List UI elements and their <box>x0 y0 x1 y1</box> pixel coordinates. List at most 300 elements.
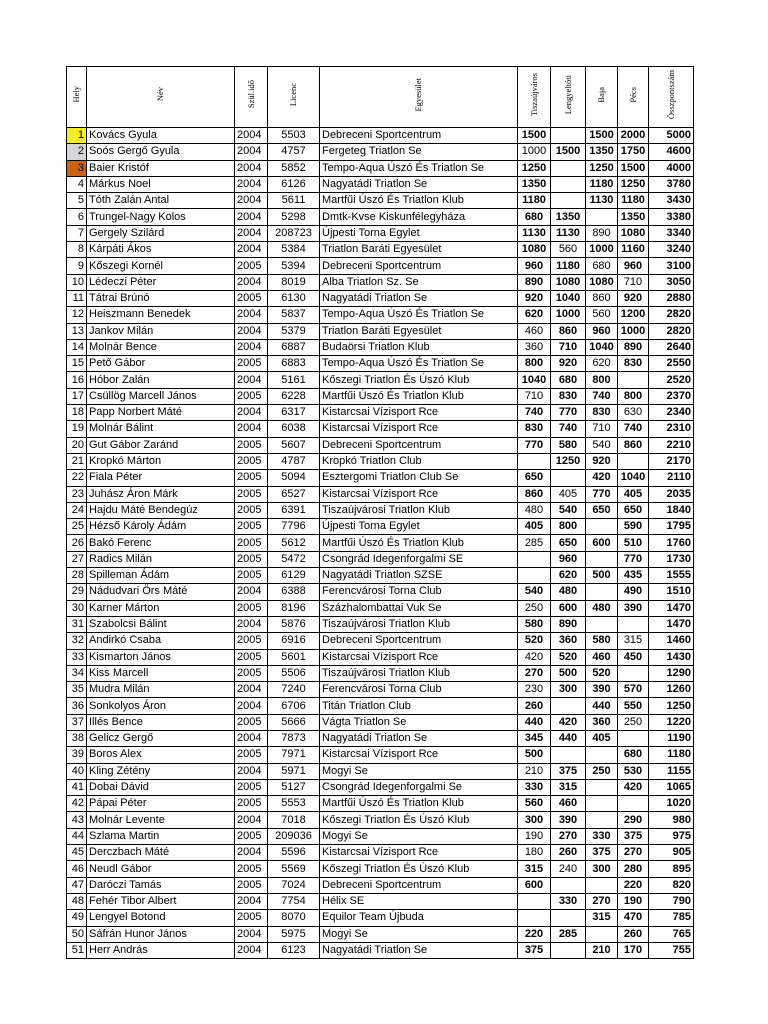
name-cell: Molnár Bálint <box>87 421 235 437</box>
birth-year-cell: 2005 <box>235 796 268 812</box>
race4-points-cell: 270 <box>618 845 649 861</box>
total-points-cell: 3380 <box>649 209 694 225</box>
club-cell: Tiszaújvárosi Triatlon Klub <box>320 616 518 632</box>
race1-points-cell: 405 <box>518 519 551 535</box>
name-cell: Kling Zétény <box>87 763 235 779</box>
name-cell: Daróczi Tamás <box>87 877 235 893</box>
rank-cell: 25 <box>67 519 87 535</box>
license-cell: 209036 <box>268 828 320 844</box>
race2-points-cell: 890 <box>551 616 586 632</box>
header-name-label: Név <box>155 87 166 102</box>
license-cell: 6916 <box>268 633 320 649</box>
race2-points-cell <box>551 160 586 176</box>
results-table <box>66 66 694 959</box>
table-row <box>67 812 694 828</box>
birth-year-cell: 2004 <box>235 242 268 258</box>
license-cell: 5596 <box>268 845 320 861</box>
race3-points-cell <box>586 551 618 567</box>
birth-year-cell: 2004 <box>235 339 268 355</box>
club-cell: Fergeteg Triatlon Se <box>320 144 518 160</box>
race1-points-cell: 190 <box>518 828 551 844</box>
race3-points-cell: 420 <box>586 470 618 486</box>
race4-points-cell: 220 <box>618 877 649 893</box>
birth-year-cell: 2005 <box>235 910 268 926</box>
birth-year-cell: 2004 <box>235 942 268 958</box>
club-cell: Kőszegi Triatlon És Úszó Klub <box>320 812 518 828</box>
race2-points-cell: 710 <box>551 339 586 355</box>
total-points-cell: 1155 <box>649 763 694 779</box>
rank-cell: 43 <box>67 812 87 828</box>
race1-points-cell: 1040 <box>518 372 551 388</box>
race2-points-cell: 1000 <box>551 307 586 323</box>
race3-points-cell: 1180 <box>586 176 618 192</box>
club-cell: Debreceni Sportcentrum <box>320 128 518 144</box>
race3-points-cell <box>586 812 618 828</box>
race4-points-cell: 260 <box>618 926 649 942</box>
race2-points-cell: 440 <box>551 730 586 746</box>
club-cell: Kistarcsai Vízisport Rce <box>320 747 518 763</box>
race2-points-cell <box>551 877 586 893</box>
table-row <box>67 698 694 714</box>
birth-year-cell: 2005 <box>235 470 268 486</box>
race2-points-cell: 270 <box>551 828 586 844</box>
birth-year-cell: 2004 <box>235 893 268 909</box>
birth-year-cell: 2004 <box>235 405 268 421</box>
license-cell: 7024 <box>268 877 320 893</box>
total-points-cell: 3050 <box>649 274 694 290</box>
race1-points-cell: 1350 <box>518 176 551 192</box>
birth-year-cell: 2004 <box>235 682 268 698</box>
race3-points-cell: 540 <box>586 437 618 453</box>
header-name <box>87 67 235 128</box>
race3-points-cell: 1000 <box>586 242 618 258</box>
total-points-cell: 790 <box>649 893 694 909</box>
table-row <box>67 421 694 437</box>
race2-points-cell <box>551 910 586 926</box>
race4-points-cell: 1080 <box>618 225 649 241</box>
license-cell: 8019 <box>268 274 320 290</box>
race2-points-cell <box>551 176 586 192</box>
table-row <box>67 258 694 274</box>
club-cell: Tempo-Aqua Úszó És Triatlon Se <box>320 160 518 176</box>
birth-year-cell: 2004 <box>235 193 268 209</box>
rank-cell: 7 <box>67 225 87 241</box>
total-points-cell: 1290 <box>649 665 694 681</box>
race2-points-cell: 260 <box>551 845 586 861</box>
race4-points-cell: 490 <box>618 584 649 600</box>
table-row <box>67 437 694 453</box>
club-cell: Kistarcsai Vízisport Rce <box>320 649 518 665</box>
race2-points-cell: 1130 <box>551 225 586 241</box>
license-cell: 7240 <box>268 682 320 698</box>
race4-points-cell: 550 <box>618 698 649 714</box>
table-row <box>67 730 694 746</box>
race4-points-cell: 280 <box>618 861 649 877</box>
total-points-cell: 2170 <box>649 453 694 469</box>
header-license-label: Licenc <box>288 82 299 107</box>
race4-points-cell: 530 <box>618 763 649 779</box>
birth-year-cell: 2005 <box>235 356 268 372</box>
table-row <box>67 160 694 176</box>
rank-cell: 26 <box>67 535 87 551</box>
rank-cell: 13 <box>67 323 87 339</box>
race3-points-cell: 620 <box>586 356 618 372</box>
table-row <box>67 600 694 616</box>
name-cell: Pápai Péter <box>87 796 235 812</box>
club-cell: Tiszaújvárosi Triatlon Klub <box>320 665 518 681</box>
race2-points-cell: 600 <box>551 600 586 616</box>
race2-points-cell: 390 <box>551 812 586 828</box>
race4-points-cell: 435 <box>618 568 649 584</box>
name-cell: Gelicz Gergő <box>87 730 235 746</box>
table-row <box>67 225 694 241</box>
birth-year-cell: 2005 <box>235 600 268 616</box>
total-points-cell: 2310 <box>649 421 694 437</box>
birth-year-cell: 2005 <box>235 649 268 665</box>
license-cell: 5127 <box>268 779 320 795</box>
table-row <box>67 714 694 730</box>
table-row <box>67 861 694 877</box>
birth-year-cell: 2004 <box>235 845 268 861</box>
license-cell: 6887 <box>268 339 320 355</box>
license-cell: 6126 <box>268 176 320 192</box>
rank-cell: 18 <box>67 405 87 421</box>
total-points-cell: 755 <box>649 942 694 958</box>
race3-points-cell: 405 <box>586 730 618 746</box>
license-cell: 5298 <box>268 209 320 225</box>
name-cell: Szlama Martin <box>87 828 235 844</box>
birth-year-cell: 2004 <box>235 274 268 290</box>
rank-cell: 41 <box>67 779 87 795</box>
name-cell: Dobai Dávid <box>87 779 235 795</box>
race2-points-cell: 285 <box>551 926 586 942</box>
header-race3-label: Baja <box>596 86 607 103</box>
club-cell: Hélix SE <box>320 893 518 909</box>
race1-points-cell: 520 <box>518 633 551 649</box>
birth-year-cell: 2005 <box>235 437 268 453</box>
club-cell: Mogyi Se <box>320 828 518 844</box>
total-points-cell: 2820 <box>649 323 694 339</box>
total-points-cell: 3430 <box>649 193 694 209</box>
race1-points-cell: 285 <box>518 535 551 551</box>
table-row <box>67 910 694 926</box>
race1-points-cell <box>518 568 551 584</box>
total-points-cell: 2370 <box>649 388 694 404</box>
table-row <box>67 323 694 339</box>
rank-cell: 22 <box>67 470 87 486</box>
race3-points-cell: 440 <box>586 698 618 714</box>
header-year <box>235 67 268 128</box>
rank-cell: 2 <box>67 144 87 160</box>
race2-points-cell: 1040 <box>551 290 586 306</box>
club-cell: Esztergomi Triatlon Club Se <box>320 470 518 486</box>
total-points-cell: 2640 <box>649 339 694 355</box>
race4-points-cell: 1500 <box>618 160 649 176</box>
club-cell: Dmtk-Kvse Kiskunfélegyháza <box>320 209 518 225</box>
race1-points-cell: 740 <box>518 405 551 421</box>
birth-year-cell: 2004 <box>235 160 268 176</box>
club-cell: Tempo-Aqua Úszó És Triatlon Se <box>320 307 518 323</box>
table-row <box>67 877 694 893</box>
table-row <box>67 388 694 404</box>
birth-year-cell: 2005 <box>235 290 268 306</box>
race4-points-cell: 470 <box>618 910 649 926</box>
license-cell: 5666 <box>268 714 320 730</box>
race3-points-cell: 710 <box>586 421 618 437</box>
race2-points-cell: 240 <box>551 861 586 877</box>
table-row <box>67 633 694 649</box>
rank-cell: 15 <box>67 356 87 372</box>
race1-points-cell <box>518 910 551 926</box>
license-cell: 6228 <box>268 388 320 404</box>
total-points-cell: 2520 <box>649 372 694 388</box>
license-cell: 7018 <box>268 812 320 828</box>
race3-points-cell: 300 <box>586 861 618 877</box>
license-cell: 7796 <box>268 519 320 535</box>
race3-points-cell: 210 <box>586 942 618 958</box>
name-cell: Jankov Milán <box>87 323 235 339</box>
race4-points-cell: 590 <box>618 519 649 535</box>
race4-points-cell: 960 <box>618 258 649 274</box>
race3-points-cell: 270 <box>586 893 618 909</box>
race4-points-cell: 920 <box>618 290 649 306</box>
birth-year-cell: 2004 <box>235 421 268 437</box>
header-race2 <box>551 67 586 128</box>
table-row <box>67 128 694 144</box>
license-cell: 5611 <box>268 193 320 209</box>
birth-year-cell: 2004 <box>235 372 268 388</box>
table-row <box>67 193 694 209</box>
birth-year-cell: 2005 <box>235 665 268 681</box>
name-cell: Andirkó Csaba <box>87 633 235 649</box>
total-points-cell: 895 <box>649 861 694 877</box>
table-row <box>67 828 694 844</box>
club-cell: Debreceni Sportcentrum <box>320 258 518 274</box>
birth-year-cell: 2005 <box>235 568 268 584</box>
race4-points-cell: 250 <box>618 714 649 730</box>
club-cell: Újpesti Torna Egylet <box>320 225 518 241</box>
header-race4-label: Pécs <box>627 86 638 103</box>
table-row <box>67 682 694 698</box>
license-cell: 5852 <box>268 160 320 176</box>
total-points-cell: 4000 <box>649 160 694 176</box>
total-points-cell: 1065 <box>649 779 694 795</box>
rank-cell: 44 <box>67 828 87 844</box>
total-points-cell: 1250 <box>649 698 694 714</box>
rank-cell: 28 <box>67 568 87 584</box>
race3-points-cell: 680 <box>586 258 618 274</box>
race3-points-cell: 250 <box>586 763 618 779</box>
race1-points-cell: 710 <box>518 388 551 404</box>
header-row <box>67 67 694 128</box>
license-cell: 8070 <box>268 910 320 926</box>
header-total-label: Összpontszám <box>665 69 676 120</box>
name-cell: Nádudvari Örs Máté <box>87 584 235 600</box>
birth-year-cell: 2004 <box>235 698 268 714</box>
table-row <box>67 242 694 258</box>
license-cell: 4787 <box>268 453 320 469</box>
race2-points-cell: 460 <box>551 796 586 812</box>
license-cell: 5607 <box>268 437 320 453</box>
name-cell: Kropkó Márton <box>87 453 235 469</box>
license-cell: 6038 <box>268 421 320 437</box>
rank-cell: 8 <box>67 242 87 258</box>
birth-year-cell: 2005 <box>235 714 268 730</box>
name-cell: Tóth Zalán Antal <box>87 193 235 209</box>
table-row <box>67 502 694 518</box>
birth-year-cell: 2004 <box>235 225 268 241</box>
club-cell: Debreceni Sportcentrum <box>320 437 518 453</box>
birth-year-cell: 2005 <box>235 486 268 502</box>
name-cell: Neudl Gábor <box>87 861 235 877</box>
race1-points-cell: 1080 <box>518 242 551 258</box>
rank-cell: 23 <box>67 486 87 502</box>
rank-cell: 3 <box>67 160 87 176</box>
race3-points-cell <box>586 926 618 942</box>
birth-year-cell: 2005 <box>235 535 268 551</box>
table-row <box>67 144 694 160</box>
name-cell: Sonkolyos Áron <box>87 698 235 714</box>
race3-points-cell: 390 <box>586 682 618 698</box>
rank-cell: 1 <box>67 128 87 144</box>
race1-points-cell: 360 <box>518 339 551 355</box>
race4-points-cell <box>618 796 649 812</box>
rank-cell: 11 <box>67 290 87 306</box>
race1-points-cell: 1000 <box>518 144 551 160</box>
race1-points-cell: 620 <box>518 307 551 323</box>
name-cell: Bakó Ferenc <box>87 535 235 551</box>
table-row <box>67 779 694 795</box>
birth-year-cell: 2005 <box>235 453 268 469</box>
name-cell: Juhász Áron Márk <box>87 486 235 502</box>
race4-points-cell: 1040 <box>618 470 649 486</box>
race1-points-cell: 260 <box>518 698 551 714</box>
race4-points-cell: 290 <box>618 812 649 828</box>
table-row <box>67 926 694 942</box>
license-cell: 5094 <box>268 470 320 486</box>
race1-points-cell: 650 <box>518 470 551 486</box>
total-points-cell: 1470 <box>649 616 694 632</box>
header-club <box>320 67 518 128</box>
race3-points-cell: 1250 <box>586 160 618 176</box>
total-points-cell: 2820 <box>649 307 694 323</box>
birth-year-cell: 2004 <box>235 616 268 632</box>
race2-points-cell: 580 <box>551 437 586 453</box>
race3-points-cell <box>586 616 618 632</box>
rank-cell: 17 <box>67 388 87 404</box>
race4-points-cell: 650 <box>618 502 649 518</box>
rank-cell: 33 <box>67 649 87 665</box>
club-cell: Triatlon Baráti Egyesület <box>320 323 518 339</box>
table-row <box>67 405 694 421</box>
race4-points-cell: 170 <box>618 942 649 958</box>
race2-points-cell: 960 <box>551 551 586 567</box>
name-cell: Gergely Szilárd <box>87 225 235 241</box>
birth-year-cell: 2005 <box>235 502 268 518</box>
birth-year-cell: 2004 <box>235 730 268 746</box>
rank-cell: 35 <box>67 682 87 698</box>
header-race1-label: Tiszaújváros <box>528 72 539 117</box>
table-row <box>67 584 694 600</box>
results-body <box>67 128 694 959</box>
name-cell: Hajdu Máté Bendegúz <box>87 502 235 518</box>
rank-cell: 34 <box>67 665 87 681</box>
race4-points-cell <box>618 372 649 388</box>
race2-points-cell: 830 <box>551 388 586 404</box>
table-row <box>67 486 694 502</box>
race3-points-cell: 360 <box>586 714 618 730</box>
race3-points-cell: 375 <box>586 845 618 861</box>
race1-points-cell: 540 <box>518 584 551 600</box>
club-cell: Tiszaújvárosi Triatlon Klub <box>320 502 518 518</box>
race3-points-cell: 770 <box>586 486 618 502</box>
rank-cell: 4 <box>67 176 87 192</box>
name-cell: Derczbach Máté <box>87 845 235 861</box>
race2-points-cell: 560 <box>551 242 586 258</box>
name-cell: Baier Kristóf <box>87 160 235 176</box>
club-cell: Titán Triatlon Club <box>320 698 518 714</box>
club-cell: Mogyi Se <box>320 763 518 779</box>
race4-points-cell: 630 <box>618 405 649 421</box>
license-cell: 5161 <box>268 372 320 388</box>
club-cell: Debreceni Sportcentrum <box>320 633 518 649</box>
total-points-cell: 1510 <box>649 584 694 600</box>
race3-points-cell: 920 <box>586 453 618 469</box>
license-cell: 6883 <box>268 356 320 372</box>
race1-points-cell: 345 <box>518 730 551 746</box>
name-cell: Trungel-Nagy Kolos <box>87 209 235 225</box>
name-cell: Csüllög Marcell János <box>87 388 235 404</box>
license-cell: 5503 <box>268 128 320 144</box>
table-row <box>67 551 694 567</box>
club-cell: Vágta Triatlon Se <box>320 714 518 730</box>
birth-year-cell: 2005 <box>235 551 268 567</box>
birth-year-cell: 2004 <box>235 584 268 600</box>
table-row <box>67 176 694 192</box>
race1-points-cell: 830 <box>518 421 551 437</box>
club-cell: Kőszegi Triatlon És Úszó Klub <box>320 372 518 388</box>
header-race1 <box>518 67 551 128</box>
name-cell: Heiszmann Benedek <box>87 307 235 323</box>
race3-points-cell <box>586 584 618 600</box>
rank-cell: 9 <box>67 258 87 274</box>
race4-points-cell <box>618 665 649 681</box>
table-row <box>67 568 694 584</box>
race2-points-cell: 500 <box>551 665 586 681</box>
club-cell: Tempo-Aqua Úszó És Triatlon Se <box>320 356 518 372</box>
race1-points-cell: 210 <box>518 763 551 779</box>
rank-cell: 21 <box>67 453 87 469</box>
name-cell: Hézső Károly Ádám <box>87 519 235 535</box>
race3-points-cell: 860 <box>586 290 618 306</box>
total-points-cell: 2340 <box>649 405 694 421</box>
rank-cell: 48 <box>67 893 87 909</box>
race1-points-cell: 220 <box>518 926 551 942</box>
race1-points-cell: 770 <box>518 437 551 453</box>
race1-points-cell: 480 <box>518 502 551 518</box>
club-cell: Martfűi Úszó És Triatlon Klub <box>320 796 518 812</box>
name-cell: Kárpáti Ákos <box>87 242 235 258</box>
license-cell: 5971 <box>268 763 320 779</box>
total-points-cell: 5000 <box>649 128 694 144</box>
race1-points-cell <box>518 551 551 567</box>
license-cell: 5384 <box>268 242 320 258</box>
table-row <box>67 307 694 323</box>
license-cell: 5553 <box>268 796 320 812</box>
race1-points-cell: 180 <box>518 845 551 861</box>
header-race2-label: Lengyeltóti <box>562 74 573 115</box>
total-points-cell: 820 <box>649 877 694 893</box>
